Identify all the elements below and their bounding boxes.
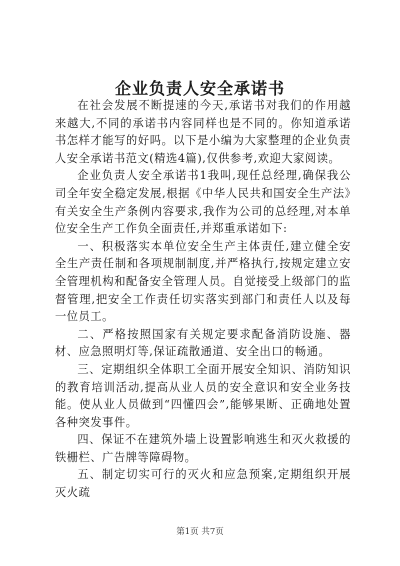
paragraph-intro: 在社会发展不断提速的今天,承诺书对我们的作用越来越大,不同的承诺书内容同样也是不同的。你知道承诺书怎样才能写的好吗。以下是小编为大家整理的企业负责人安全承诺书范文(精选4篇),仅供参考,欢迎大家阅读。 bbox=[55, 99, 351, 165]
paragraph-item-5: 五、制定切实可行的灭火和应急预案,定期组织开展灭火疏 bbox=[55, 468, 351, 500]
paragraph-item-1: 一、积极落实本单位安全生产主体责任,建立健全安全生产责任制和各项规制制度,并严格执行,按规定建立安全管理机构和配备安全管理人员。自觉接受上级部门的监督管理,把安全工作责任切实落实到部门和责任人以及每一位员工。 bbox=[55, 239, 351, 324]
paragraph-item-3: 三、定期组织全体职工全面开展安全知识、消防知识的教育培训活动,提高从业人员的安全意识和安全业务技能。使从业人员做到“四懂四会”,能够果断、正确地处置各种突发事件。 bbox=[55, 362, 351, 429]
paragraph-commitment-opening: 企业负责人安全承诺书1我叫,现任总经理,确保我公司全年安全稳定发展,根据《中华人民共和国安全生产法》有关安全生产条例内容要求,我作为公司的总经理,对本单位安全生产工作负全面责任,并郑重承诺如下: bbox=[55, 169, 351, 236]
page-number-footer: 第1页 共7页 bbox=[176, 527, 224, 537]
paragraph-item-2: 二、严格按照国家有关规定要求配备消防设施、器材、应急照明灯等,保证疏散通道、安全出口的畅通。 bbox=[55, 327, 351, 359]
document-title: 企业负责人安全承诺书 bbox=[114, 79, 285, 98]
document-body bbox=[55, 97, 351, 502]
paragraph-item-4: 四、保证不在建筑外墙上设置影响逃生和灭火救援的铁栅栏、广告牌等障碍物。 bbox=[55, 433, 351, 464]
